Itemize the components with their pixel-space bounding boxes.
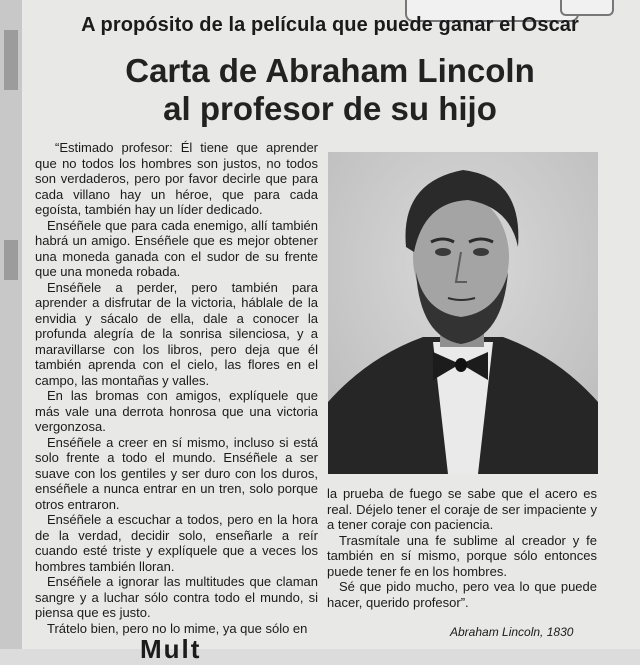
- page-title: [70, 52, 590, 128]
- paragraph: la prueba de fuego se sabe que el acero es real. Déjelo tener el coraje de ser impaciente y a tener coraje con paciencia.: [327, 486, 597, 532]
- article-column-left: [35, 140, 318, 636]
- paragraph: “Estimado profesor: Él tiene que aprender que no todos los hombres son justos, no todos son verdaderos, pero por favor decirle que para cada villano hay un héroe, que para cada egoísta, también hay un líder dedicado.: [35, 140, 318, 217]
- headline-line-2: al profesor de su hijo: [163, 90, 497, 127]
- portrait-photo-icon: [328, 152, 598, 474]
- paragraph: Enséñele a perder, pero también para aprender a disfrutar de la victoria, háblale de la envidia y sácalo de ella, dale a conocer la profunda alegría de la sonrisa silenciosa, y a maravillarse con los libros, pero deja que él también aprenda con el cielo, las flores en el campo, las montañas y valles.: [35, 279, 318, 388]
- strip-mark: [4, 240, 18, 280]
- signature: Abraham Lincoln, 1830: [450, 625, 574, 639]
- adjacent-page-strip: [0, 0, 23, 649]
- paragraph: Enséñele que para cada enemigo, allí también habrá un amigo. Enséñele que es mejor obtener una moneda ganada con el sudor de su frente que una moneda robada.: [35, 217, 318, 279]
- paragraph: Sé que pido mucho, pero vea lo que puede hacer, querido profesor”.: [327, 579, 597, 610]
- strip-mark: [4, 30, 18, 90]
- next-article-heading: Mult: [140, 634, 202, 664]
- paragraph: Enséñele a ignorar las multitudes que claman sangre y a luchar sólo contra todo el mundo, si piensa que es justo.: [35, 574, 318, 620]
- headline-line-1: Carta de Abraham Lincoln: [125, 52, 535, 89]
- paragraph: Trátelo bien, pero no lo mime, ya que sólo en: [47, 620, 308, 636]
- paragraph: Trasmítale una fe sublime al creador y fe también en sí mismo, porque sólo entonces puede tener fe en los hombres.: [327, 532, 597, 579]
- article-column-right: [327, 486, 597, 610]
- paragraph: Enséñele a escuchar a todos, pero en la hora de la verdad, decidir solo, enseñarle a reír cuando esté triste y explíquele que a veces los hombres también lloran.: [35, 512, 318, 574]
- paragraph: Enséñele a creer en sí mismo, incluso si está solo frente a todo el mundo. Enséñele a ser suave con los gentiles y ser duro con los duros, enséñele a nunca entrar en un tren, solo porque otros entraron.: [35, 434, 318, 512]
- lincoln-portrait: [328, 152, 598, 474]
- kicker: A propósito de la película que puede ganar el Oscar: [81, 14, 579, 36]
- paragraph: En las bromas con amigos, explíquele que más vale una derrota honrosa que una victoria vergonzosa.: [35, 388, 318, 434]
